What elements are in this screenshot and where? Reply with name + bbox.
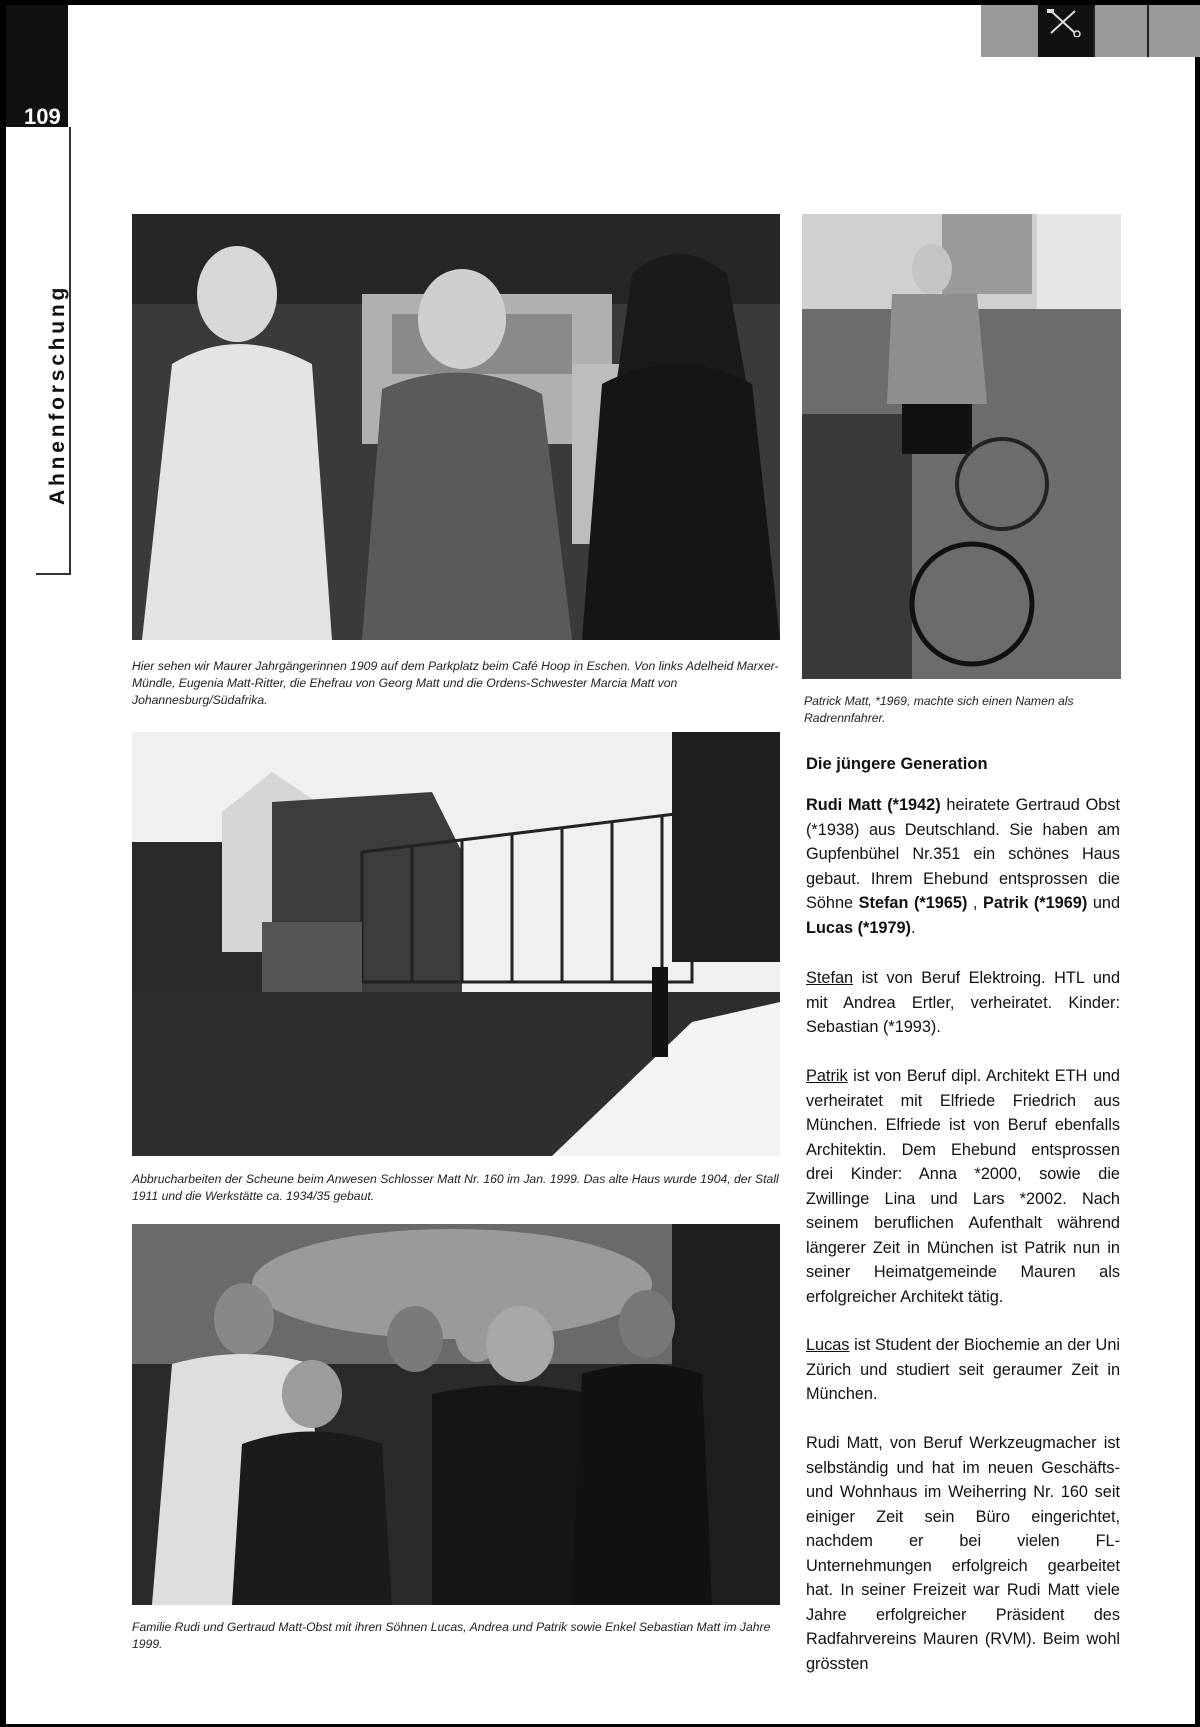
tab-divider: [1147, 5, 1149, 57]
name-stefan-underlined: Stefan: [806, 969, 854, 987]
section-heading: Die jüngere Generation: [806, 755, 988, 773]
photo-barn-caption: Abbrucharbeiten der Scheune beim Anwesen Schlosser Matt Nr. 160 im Jan. 1999. Das alte Haus wurde 1904, der Stall 1911 und die Werkstätte ca. 1934/35 gebaut.: [132, 1172, 779, 1203]
photo-cyclist-caption: Patrick Matt, *1969, machte sich einen Namen als Radrennfahrer.: [804, 694, 1074, 725]
photo-women-caption: Hier sehen wir Maurer Jahrgängerinnen 1909 auf dem Parkplatz beim Café Hoop in Eschen. Von links Adelheid Marxer-Mündle, Eugenia Matt-Ritter, die Ehefrau von Georg Matt und die Ordens-Schwester Marcia Matt von Johannesburg/Südafrika.: [132, 659, 779, 707]
page-number: 109: [24, 104, 61, 129]
paragraph-patrik: Patrik ist von Beruf dipl. Architekt ETH und verheiratet mit Elfriede Friedrich aus München. Elfriede ist von Beruf ebenfalls Architektin. Dem Ehebund entsprossen drei Kinder: Anna *2000, sowie die Zwillinge Lina und Lars *2002. Nach seinem beruflichen Aufenthalt während längerer Zeit in München ist Patrik nun in seiner Heimatgemeinde Mauren als erfolgreicher Architekt tätig.: [806, 1067, 1120, 1306]
margin-rule-foot: [36, 573, 71, 575]
section-label: Ahnenforschung: [46, 283, 69, 505]
photo-cyclist: [802, 214, 1121, 679]
photo-family-caption: Familie Rudi und Gertraud Matt-Obst mit ihren Söhnen Lucas, Andrea und Patrik sowie Enkel Sebastian Matt im Jahre 1999.: [132, 1620, 771, 1651]
name-stefan: Stefan (*1965): [858, 894, 968, 912]
tab-divider: [1093, 5, 1095, 57]
tools-icon: [1041, 7, 1089, 37]
paragraph-rudi-career: Rudi Matt, von Beruf Werkzeugmacher ist selbständig und hat im neuen Geschäfts- und Wohnhaus im Weiherring Nr. 160 seit einiger Zeit sein Büro eingerichtet, nachdem er bei vielen FL-Unternehmungen erfolgreich gearbeitet hat. In seiner Freizeit war Rudi Matt viele Jahre erfolgreicher Präsident des Radfahrvereins Mauren (RVM). Beim wohl grössten: [806, 1434, 1120, 1673]
photo-women: [132, 214, 780, 640]
paragraph-lucas: Lucas ist Student der Biochemie an der Uni Zürich und studiert seit geraumer Zeit in München.: [806, 1336, 1120, 1403]
name-patrik: Patrik (*1969): [983, 894, 1088, 912]
page: [6, 5, 1195, 1724]
name-patrik-underlined: Patrik: [806, 1067, 848, 1085]
name-lucas-underlined: Lucas: [806, 1336, 850, 1354]
name-lucas: Lucas (*1979): [806, 918, 911, 937]
photo-barn: [132, 732, 780, 1156]
photo-family: [132, 1224, 780, 1605]
paragraph-stefan: Stefan ist von Beruf Elektroing. HTL und mit Andrea Ertler, verheiratet. Kinder: Sebastian (*1993).: [806, 969, 1120, 1036]
paragraph-rudi: Rudi Matt (*1942) heiratete Gertraud Obst (*1938) aus Deutschland. Sie haben am Gupfenbühel Nr.351 ein schönes Haus gebaut. Ihrem Ehebund entsprossen die Söhne Stefan (*1965) , Patrik (*1969) und Lucas (*1979).: [806, 796, 1120, 937]
name-rudi: Rudi Matt (*1942): [806, 796, 941, 814]
